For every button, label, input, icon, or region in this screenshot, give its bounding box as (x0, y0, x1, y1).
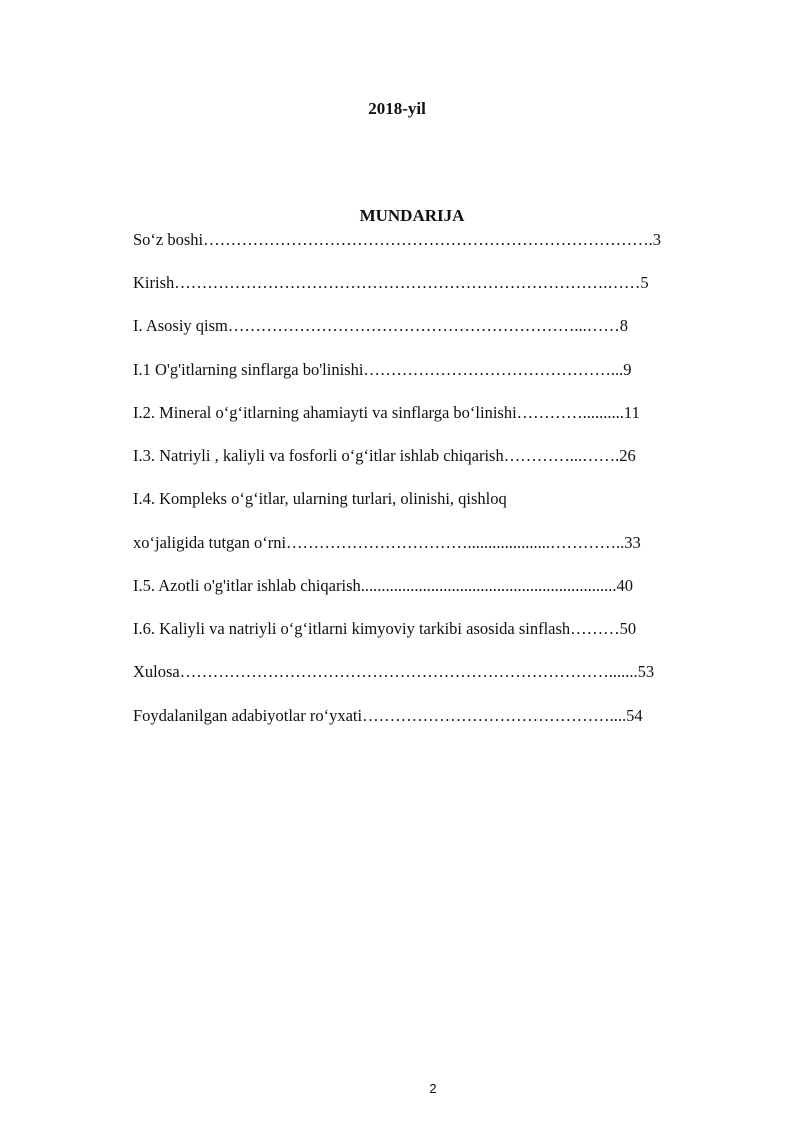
toc-entry-asosiy-qism: I. Asosiy qism………………………………………………………...……8 (133, 316, 629, 335)
toc-entry-1-4-line2: xo‘jaligida tutgan o‘rni……………………………....................…………..33 (133, 533, 641, 552)
toc-entry-1-2: I.2. Mineral o‘g‘itlarning ahamiayti va sinflarga bo‘linishi…………..........11 (133, 403, 640, 422)
toc-entry-adabiyotlar: Foydalanilgan adabiyotlar ro‘yxati………………………………………....54 (133, 706, 643, 725)
toc-entry-soz-boshi: So‘z boshi……………………………………………………………………….3 (133, 230, 661, 249)
toc-entry-1-4-line1: I.4. Kompleks o‘g‘itlar, ularning turlari, olinishi, qishloq (133, 489, 507, 508)
toc-entry-1-3: I.3. Natriyli , kaliyli va fosforli o‘g‘itlar ishlab chiqarish…………...…….26 (133, 446, 636, 465)
toc-entry-1-1: I.1 O'g'itlarning sinflarga bo'linishi………………………………………...9 (133, 360, 632, 379)
page-number: 2 (429, 1081, 437, 1096)
toc-title: MUNDARIJA (359, 206, 465, 225)
toc-entry-xulosa: Xulosa…………………………………………………………………….......53 (133, 662, 655, 681)
toc-entry-1-6: I.6. Kaliyli va natriyli o‘g‘itlarni kimyoviy tarkibi asosida sinflash………50 (133, 619, 637, 638)
year-heading: 2018-yil (368, 99, 426, 118)
toc-entry-kirish: Kirish…………………………………………………………………….……5 (133, 273, 649, 292)
toc-entry-1-5: I.5. Azotli o'g'itlar ishlab chiqarish..............................................................40 (133, 576, 633, 595)
